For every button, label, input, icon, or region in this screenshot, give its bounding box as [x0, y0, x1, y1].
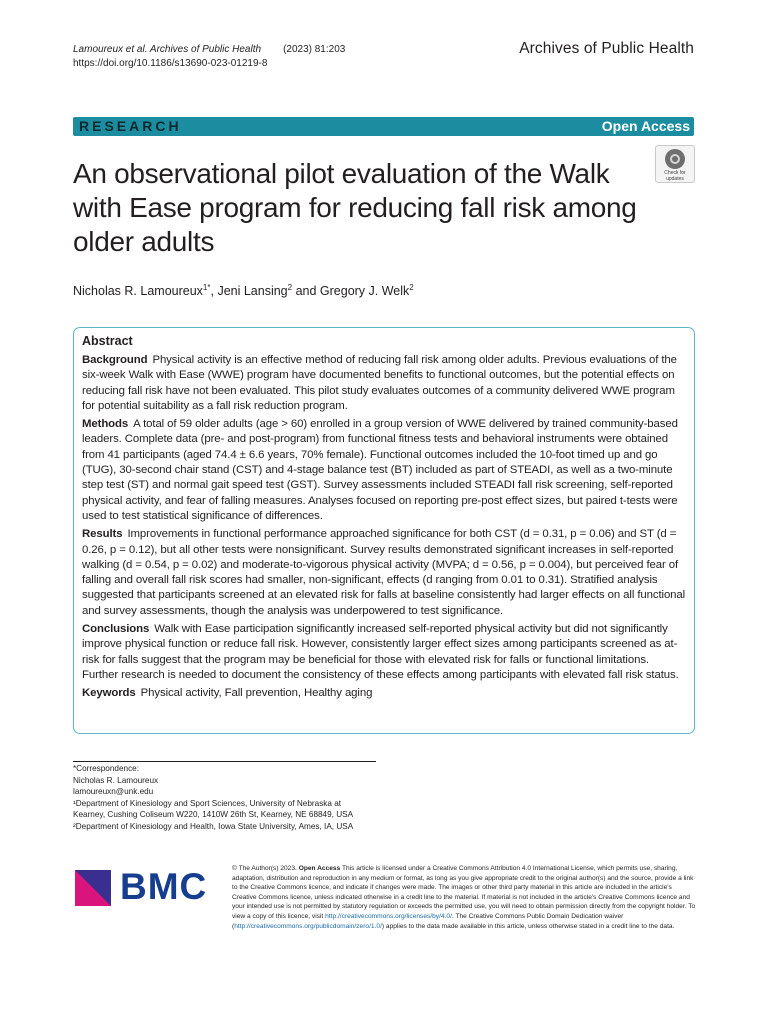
license-text-2: . The Creative Commons Public Domain Dedication waiver ( [232, 912, 624, 930]
abstract-results [82, 527, 687, 619]
citation-year-volume: (2023) 81:203 [283, 44, 346, 55]
abstract-background [82, 353, 687, 414]
author-name: Nicholas R. Lamoureux [73, 284, 203, 299]
check-for-updates-button[interactable] [655, 145, 695, 183]
abstract-keywords [82, 686, 687, 701]
license-text-1: This article is licensed under a Creative Commons Attribution 4.0 International License, which permits use, sharing, adaptation, distribution and reproduction in any medium or format, as long as you give appropriate credit to the original author(s) and the source, provide a link to the Creative Commons licence, and indicate if changes were made. The images or other third party material in this article are included in the article's Creative Commons licence, unless indicated otherwise in a credit line to the material. If material is not included in the article's Creative Commons licence and your intended use is not permitted by statutory regulation or exceeds the permitted use, you will need to obtain permission directly from the copyright holder. To view a copy of this licence, visit [232, 865, 696, 920]
license-text-3: ) applies to the data made available in this article, unless otherwise stated in a credit line to the data. [381, 922, 675, 930]
crossmark-icon [665, 149, 685, 169]
journal-name: Archives of Public Health [519, 40, 694, 57]
abstract-box [73, 327, 695, 734]
results-text: Improvements in functional performance approached significance for both CST (d = 0.31, p = 0.06) and ST (d = 0.26, p = 0.12), but all other tests were nonsignificant. Survey results demonstrated significant increases in self-reported walking (d = 0.54, p = 0.02) and moderate-to-vigorous physical activity (MVPA; d = 0.56, p = 0.004), but perceived fear of falling and overall fall risk scores had smaller, non-significant, effects (d ranging from 0.01 to 0.31). Stratified analysis suggested that participants screened at an elevated risk for falls at baseline consistently had larger effects on all functional and survey assessments, though the analysis was underpowered to test significance. [82, 528, 686, 617]
conclusions-text: Walk with Ease participation significantly increased self-reported physical activity but did not significantly improve physical function or reduce fall risk. However, consistently larger effect sizes among participants screened as at-risk for falls suggest that the program may be beneficial for those with elevated risk for falls or functional limitations. Further research is needed to document the consistency of these effects among participants with elevated fall risk status. [82, 623, 679, 681]
license-open-access-label: Open Access [298, 865, 341, 872]
conclusions-label: Conclusions [82, 623, 150, 636]
background-text: Physical activity is an effective method of reducing fall risk among older adults. Previous evaluations of the six-week Walk with Ease (WWE) program have documented benefits to functional outcomes, but the potential effects on reducing fall risk have not been evaluated. This pilot study evaluates outcomes of a community delivered WWE program for potential suitability as a fall risk reduction program. [82, 354, 677, 412]
abstract-heading: Abstract [82, 334, 133, 348]
methods-text: A total of 59 older adults (age > 60) enrolled in a group version of WWE delivered by trained community-based leaders. Complete data (pre- and post-program) from functional fitness tests and behavioral instruments were obtained from 41 participants (aged 74.4 ± 6.6 years, 70% female). Functional outcomes included the 10-foot timed up and go (TUG), 30-second chair stand (CST) and 4-stage balance test (BT) included as part of STEADI, as well as a two-minute step test (ST) and normal gait speed test (GST). Survey assessments included STEADI fall risk screening, self-reported physical activity, and fear of falling measures. Analyses focused on reporting pre-post effect sizes, but paired t-tests were used to test statistical significance of differences. [82, 418, 678, 522]
cc-zero-link[interactable]: http://creativecommons.org/publicdomain/zero/1.0/ [234, 922, 382, 930]
license-statement [232, 864, 696, 931]
affiliation-1: ¹Department of Kinesiology and Sport Sciences, University of Nebraska at Kearney, Cushing Coliseum W220, 1410W 26th St, Kearney, NE 68849, USA [73, 798, 354, 819]
citation-authors: Lamoureux et al. Archives of Public Health [73, 44, 262, 55]
keywords-label: Keywords [82, 687, 136, 700]
footnote-divider [73, 761, 376, 762]
abstract-conclusions [82, 622, 687, 683]
author-affiliation-mark: 2 [287, 283, 293, 292]
cc-by-link[interactable]: http://creativecommons.org/licenses/by/4.0/ [325, 912, 452, 920]
results-label: Results [82, 528, 123, 541]
section-banner [73, 117, 694, 136]
article-title: An observational pilot evaluation of the Walk with Ease program for reducing fall risk among older adults [73, 158, 637, 257]
check-updates-label: Check for updates [664, 170, 686, 182]
author-list: Nicholas R. Lamoureux$^{1*}$, Jeni Lansing$^2$ and Gregory J. Welk$^2$ [73, 283, 414, 299]
doi-link[interactable]: https://doi.org/10.1186/s13690-023-01219-8 [73, 58, 268, 69]
correspondence-email[interactable]: lamoureuxn@unk.edu [73, 787, 154, 796]
footnotes [73, 763, 373, 832]
methods-label: Methods [82, 418, 129, 431]
author-affiliation-mark: 1* [202, 283, 211, 292]
running-header [73, 43, 345, 71]
abstract-body [82, 353, 687, 705]
keywords-text: Physical activity, Fall prevention, Healthy aging [140, 687, 373, 700]
copyright-text: © The Author(s) 2023. [232, 865, 297, 872]
author-name: Gregory J. Welk [319, 284, 410, 299]
author-name: Jeni Lansing [217, 284, 288, 299]
section-label: RESEARCH [79, 118, 182, 134]
bmc-logo-text: BMC [120, 866, 208, 907]
citation-line [73, 43, 345, 57]
author-affiliation-mark: 2 [409, 283, 414, 292]
open-access-label: Open Access [601, 118, 690, 134]
correspondence-name: Nicholas R. Lamoureux [73, 775, 159, 785]
abstract-methods [82, 417, 687, 524]
correspondence-label: *Correspondence: [73, 764, 139, 773]
background-label: Background [82, 354, 148, 366]
affiliation-2: ²Department of Kinesiology and Health, Iowa State University, Ames, IA, USA [73, 821, 354, 831]
